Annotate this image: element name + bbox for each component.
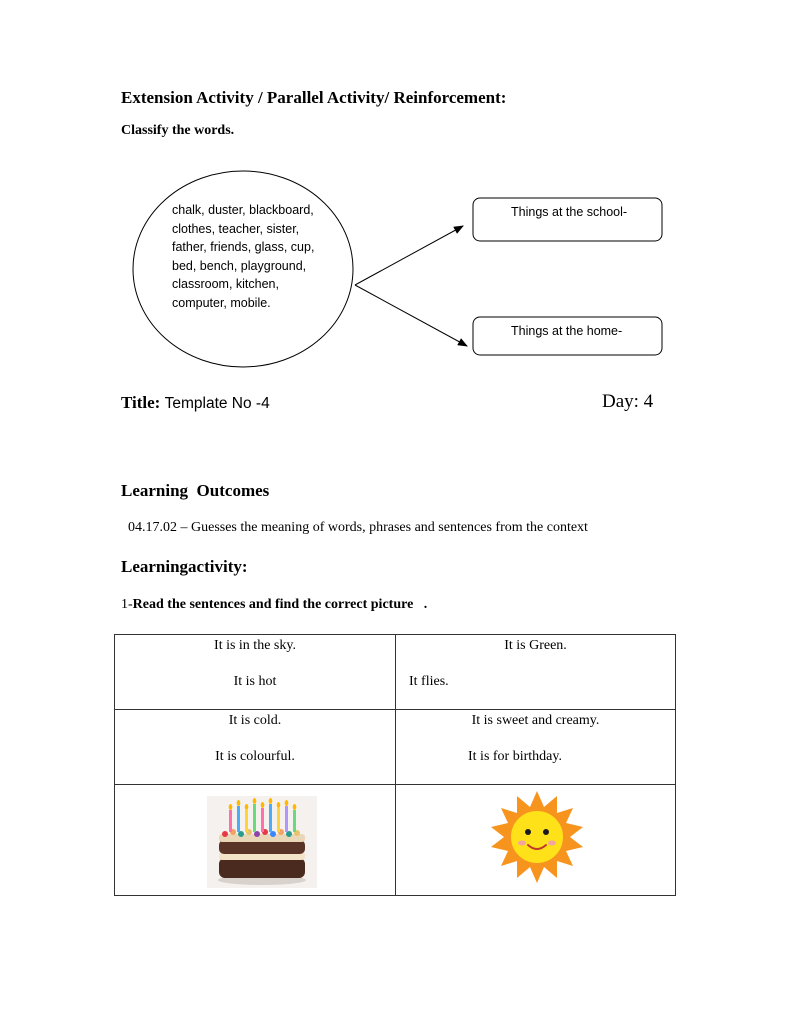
table-row <box>115 710 676 785</box>
clue-line: It is Green. <box>504 638 567 653</box>
day-label: Day: 4 <box>602 391 654 412</box>
clue-cell <box>115 710 396 785</box>
activity-instruction <box>121 597 427 613</box>
clue-line: It flies. <box>409 674 449 689</box>
instruction-text: Read the sentences and find the correct picture . <box>132 597 428 612</box>
clue-line: It is hot <box>233 674 277 689</box>
word-line: computer, mobile. <box>172 295 271 310</box>
picture-cell <box>396 785 676 896</box>
clue-line: It is sweet and creamy. <box>471 713 600 728</box>
school-category-label: Things at the school- <box>511 205 628 219</box>
picture-cell <box>115 785 396 896</box>
word-line: classroom, kitchen, <box>172 277 279 292</box>
instruction-number: 1- <box>121 597 133 612</box>
title-row <box>121 393 270 413</box>
clue-line: It is colourful. <box>215 749 295 764</box>
clue-line: It is for birthday. <box>468 749 562 764</box>
learning-activity-heading: Learningactivity: <box>121 557 248 576</box>
clue-cell <box>396 635 676 710</box>
clue-cell <box>396 710 676 785</box>
arrow-to-home <box>355 285 467 346</box>
extension-heading: Extension Activity / Parallel Activity/ Reinforcement: <box>121 88 507 107</box>
title-label: Title: <box>121 393 161 412</box>
word-list <box>172 201 332 313</box>
table-row <box>115 635 676 710</box>
home-category-label: Things at the home- <box>511 324 623 338</box>
learning-outcomes-heading: Learning Outcomes <box>121 481 270 500</box>
clue-line: It is cold. <box>228 713 282 728</box>
clue-table <box>114 634 676 896</box>
clue-cell <box>115 635 396 710</box>
arrow-to-school <box>355 226 463 285</box>
table-row <box>115 785 676 896</box>
clue-line: It is in the sky. <box>214 638 296 653</box>
title-value: Template No -4 <box>164 395 270 412</box>
birthday-cake-picture <box>207 796 317 888</box>
classification-diagram <box>0 0 791 400</box>
word-line: father, friends, glass, cup, <box>172 240 315 255</box>
sun-picture <box>485 789 589 885</box>
word-line: chalk, duster, blackboard, <box>172 203 314 217</box>
learning-outcome-text: 04.17.02 – Guesses the meaning of words, phrases and sentences from the context <box>128 520 588 535</box>
classify-instruction: Classify the words. <box>121 123 235 138</box>
word-line: clothes, teacher, sister, <box>172 221 300 236</box>
word-line: bed, bench, playground, <box>172 258 307 273</box>
